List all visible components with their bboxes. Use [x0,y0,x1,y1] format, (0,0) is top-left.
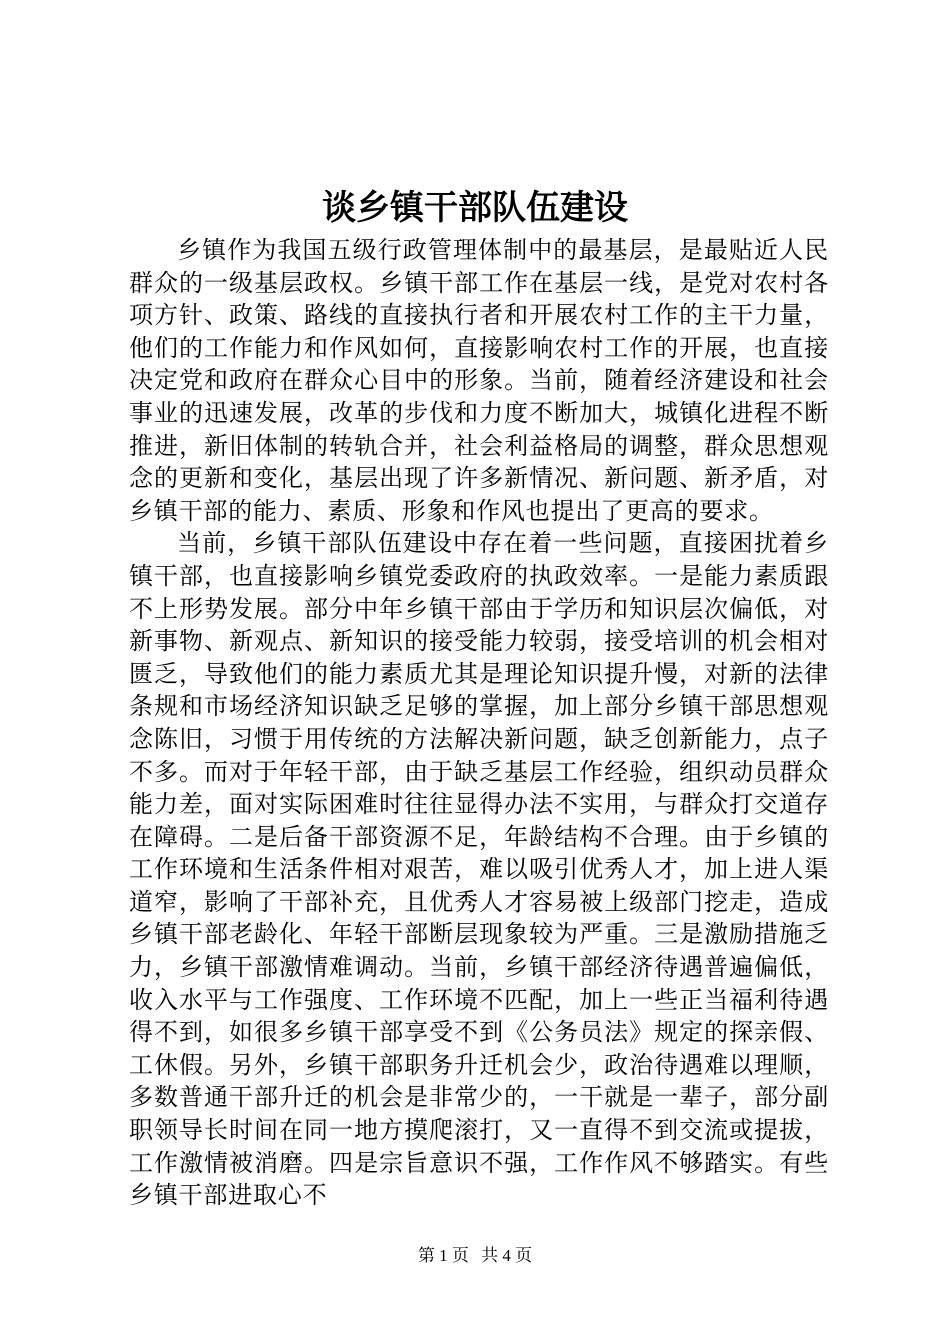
document-body [129,234,829,1212]
document-title: 谈乡镇干部队伍建设 [322,188,628,228]
page-total: 共 4 页 [481,1246,533,1265]
page-number: 第 1 页 [417,1246,469,1265]
paragraph-2: 当前，乡镇干部队伍建设中存在着一些问题，直接困扰着乡镇干部，也直接影响乡镇党委政府的执政效率。一是能力素质跟不上形势发展。部分中年乡镇干部由于学历和知识层次偏低，对新事物、新观点、新知识的接受能力较弱，接受培训的机会相对匮乏，导致他们的能力素质尤其是理论知识提升慢，对新的法律条规和市场经济知识缺乏足够的掌握，加上部分乡镇干部思想观念陈旧，习惯于用传统的方法解决新问题，缺乏创新能力，点子不多。而对于年轻干部，由于缺乏基层工作经验，组织动员群众能力差，面对实际困难时往往显得办法不实用，与群众打交道存在障碍。二是后备干部资源不足，年龄结构不合理。由于乡镇的工作环境和生活条件相对艰苦，难以吸引优秀人才，加上进人渠道窄，影响了干部补充，且优秀人才容易被上级部门挖走，造成乡镇干部老龄化、年轻干部断层现象较为严重。三是激励措施乏力，乡镇干部激情难调动。当前，乡镇干部经济待遇普遍偏低，收入水平与工作强度、工作环境不匹配，加上一些正当福利待遇得不到，如很多乡镇干部享受不到《公务员法》规定的探亲假、工休假。另外，乡镇干部职务升迁机会少，政治待遇难以理顺，多数普通干部升迁的机会是非常少的，一干就是一辈子，部分副职领导长时间在同一地方摸爬滚打，又一直得不到交流或提拔，工作激情被消磨。四是宗旨意识不强，工作作风不够踏实。有些乡镇干部进取心不 [129,529,829,1210]
paragraph-1: 乡镇作为我国五级行政管理体制中的最基层，是最贴近人民群众的一级基层政权。乡镇干部工作在基层一线，是党对农村各项方针、政策、路线的直接执行者和开展农村工作的主干力量，他们的工作能力和作风如何，直接影响农村工作的开展，也直接决定党和政府在群众心目中的形象。当前，随着经济建设和社会事业的迅速发展，改革的步伐和力度不断加大，城镇化进程不断推进，新旧体制的转轨合并，社会利益格局的调整，群众思想观念的更新和变化，基层出现了许多新情况、新问题、新矛盾，对乡镇干部的能力、素质、形象和作风也提出了更高的要求。 [129,236,829,525]
page-footer [0,1244,950,1268]
